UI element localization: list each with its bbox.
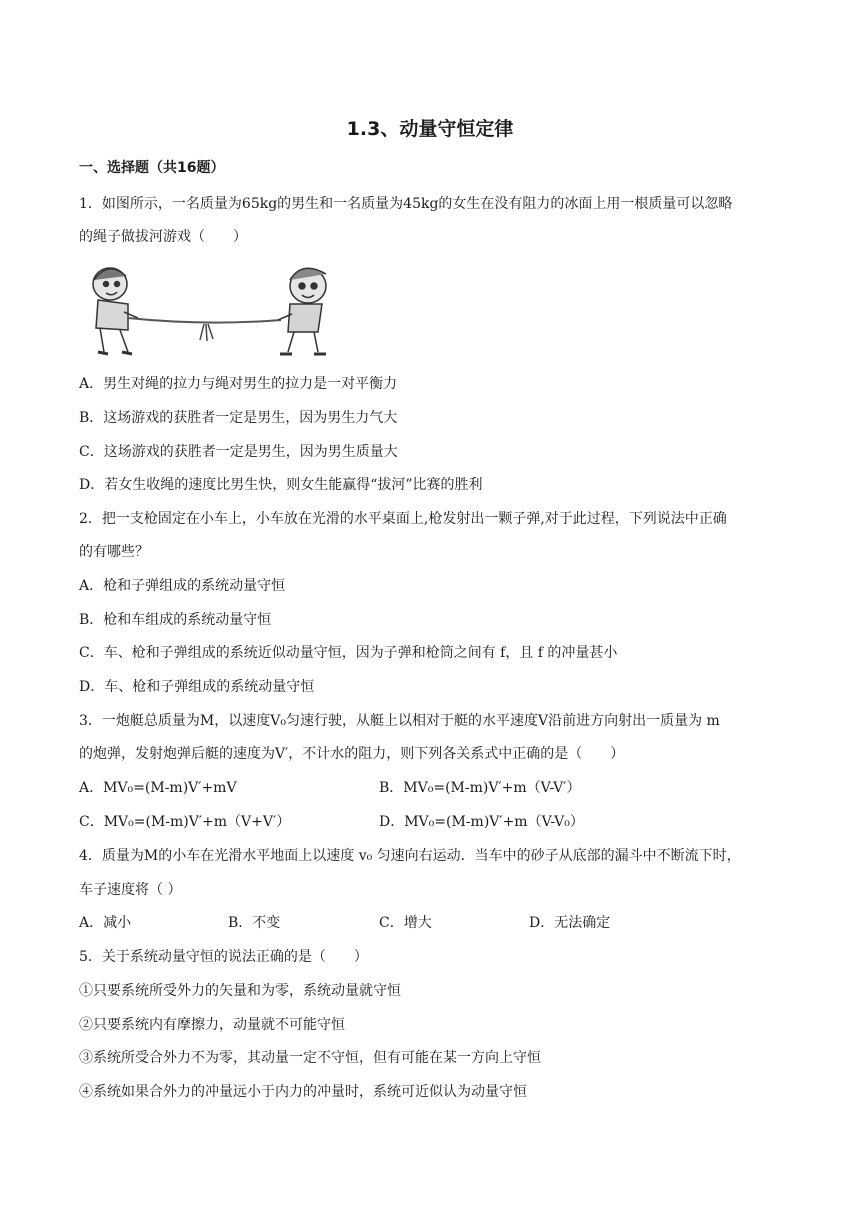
q1-option-a: A．男生对绳的拉力与绳对男生的拉力是一对平衡力 [79,376,398,392]
q4-option-a: A．减小 [79,915,132,931]
q3-stem-line2: 的炮弹，发射炮弹后艇的速度为V′，不计水的阻力，则下列各关系式中正确的是（ ） [79,746,625,762]
q2-option-d: D．车、枪和子弹组成的系统动量守恒 [79,679,315,695]
q4-stem-line2: 车子速度将（ ） [79,882,182,898]
q1-option-d: D．若女生收绳的速度比男生快，则女生能赢得“拔河”比赛的胜利 [79,477,483,493]
q5-statement-1: ①只要系统所受外力的矢量和为零，系统动量就守恒 [79,983,401,999]
q1-stem-line2: 的绳子做拔河游戏（ ） [79,229,247,245]
q3-option-b: B．MV₀=(M-m)V′+m（V-V′） [379,780,581,796]
q3-option-c: C．MV₀=(M-m)V′+m（V+V′） [79,814,291,830]
q2-stem-line2: 的有哪些？ [79,544,149,560]
q2-option-b: B．枪和车组成的系统动量守恒 [79,612,272,628]
q5-statement-2: ②只要系统内有摩擦力，动量就不可能守恒 [79,1017,345,1033]
q5-statement-4: ④系统如果合外力的冲量远小于内力的冲量时，系统可近似认为动量守恒 [79,1084,527,1100]
q3-stem-line1: 3．一炮艇总质量为M，以速度V₀匀速行驶，从艇上以相对于艇的水平速度V沿前进方向射出一质量为 m [79,713,720,729]
q1-stem-line1: 1．如图所示，一名质量为65kg的男生和一名质量为45kg的女生在没有阻力的冰面上用一根质量可以忽略 [79,196,733,212]
section-heading: 一、选择题（共16题） [79,160,225,176]
q2-option-a: A．枪和子弹组成的系统动量守恒 [79,578,286,594]
q3-option-d: D．MV₀=(M-m)V′+m（V-V₀） [379,814,584,830]
q5-stem: 5．关于系统动量守恒的说法正确的是（ ） [79,949,368,965]
q1-option-c: C．这场游戏的获胜者一定是男生，因为男生质量大 [79,444,398,460]
q4-option-d: D．无法确定 [529,915,611,931]
q2-stem-line1: 2．把一支枪固定在小车上，小车放在光滑的水平桌面上,枪发射出一颗子弹,对于此过程，下列说法中正确 [79,511,727,527]
q4-stem-line1: 4．质量为M的小车在光滑水平地面上以速度 v₀ 匀速向右运动．当车中的砂子从底部的漏斗中不断流下时， [79,848,741,864]
q5-statement-3: ③系统所受合外力不为零，其动量一定不守恒，但有可能在某一方向上守恒 [79,1050,541,1066]
q1-option-b: B．这场游戏的获胜者一定是男生，因为男生力气大 [79,410,398,426]
tug-of-war-figure [76,262,338,357]
q4-option-b: B．不变 [228,915,281,931]
q4-option-c: C．增大 [379,915,432,931]
q3-option-a: A．MV₀=(M-m)V′+mV [79,780,237,796]
page-title: 1.3、动量守恒定律 [346,118,514,140]
q2-option-c: C．车、枪和子弹组成的系统近似动量守恒，因为子弹和枪筒之间有 f，且 f 的冲量甚小 [79,645,618,661]
